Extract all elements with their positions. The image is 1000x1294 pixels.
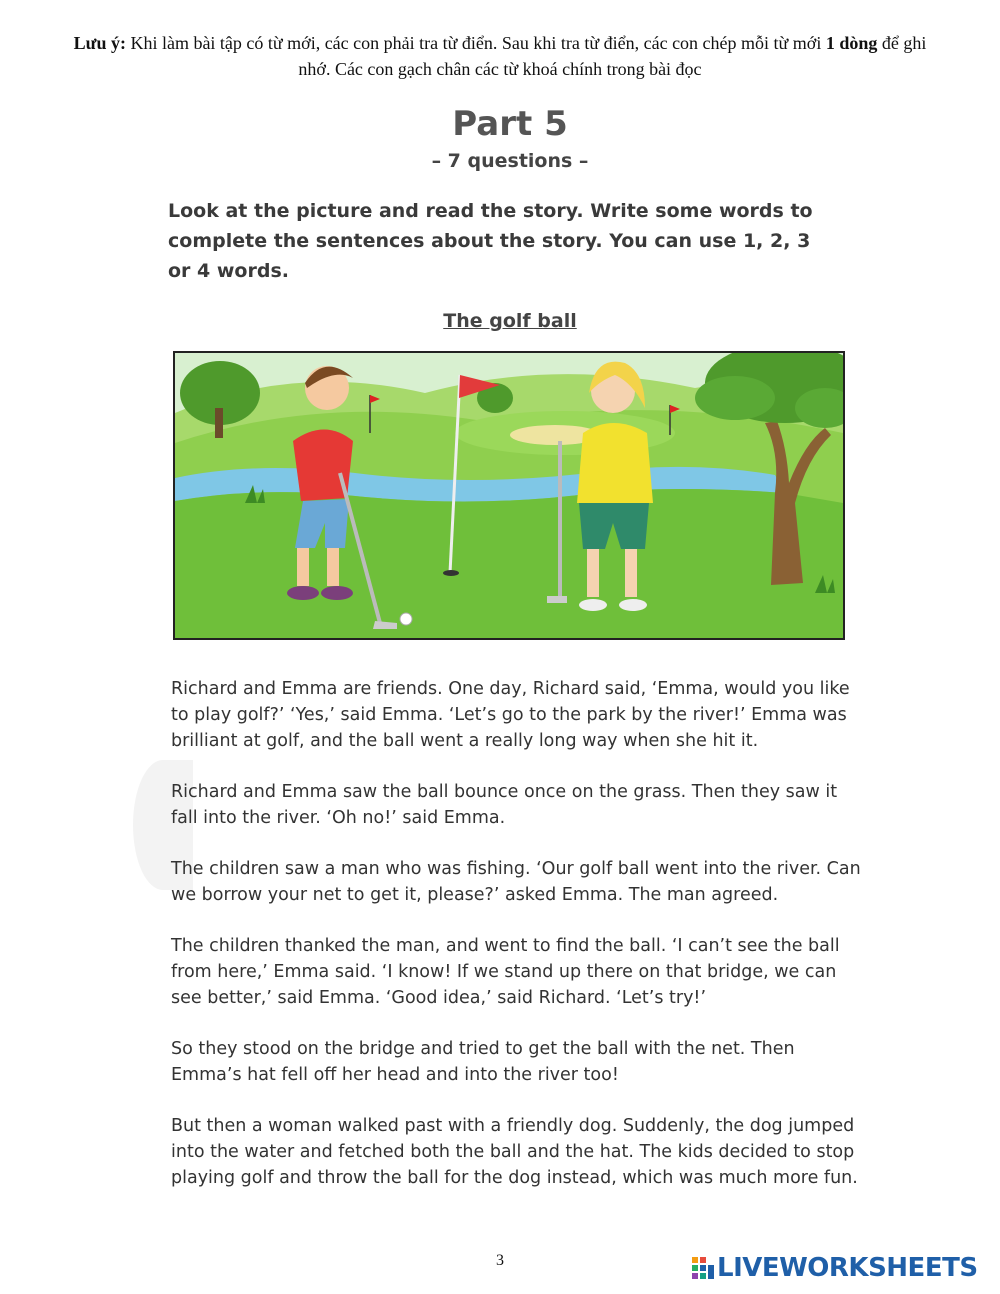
story-paragraph: The children saw a man who was fishing. ‘Our golf ball went into the river. Can we borrow your net to get it, please?’ asked Emma. The man agreed. (171, 859, 861, 905)
story-paragraph: But then a woman walked past with a friendly dog. Suddenly, the dog jumped into the water and fetched both the ball and the hat. The kids decided to stop playing golf and throw the ball for the dog instead, which was much more fun. (171, 1116, 858, 1188)
story-paragraph: So they stood on the bridge and tried to get the ball with the net. Then Emma’s hat fell off her head and into the river too! (171, 1039, 795, 1085)
teacher-note (60, 30, 940, 82)
story-paragraph: The children thanked the man, and went to find the ball. ‘I can’t see the ball from here,’ Emma said. ‘I know! If we stand up there on that bridge, we can see better,’ said Emma. ‘Good idea,’ said Richard. ‘Let’s try!’ (171, 936, 840, 1008)
liveworksheets-brand[interactable] (692, 1252, 978, 1284)
story-paragraph: Richard and Emma saw the ball bounce once on the grass. Then they saw it fall into the river. ‘Oh no!’ said Emma. (171, 782, 838, 828)
part-subtitle: – 7 questions – (431, 150, 589, 172)
liveworksheets-text: LIVEWORKSHEETS (717, 1253, 978, 1283)
story-paragraph: Richard and Emma are friends. One day, Richard said, ‘Emma, would you like to play golf?’ ‘Yes,’ said Emma. ‘Let’s go to the park by the river!’ Emma was brilliant at golf, and the ball went a really long way when she hit it. (171, 679, 850, 751)
page-number: 3 (496, 1252, 504, 1269)
instructions: Look at the picture and read the story. Write some words to complete the sentences about the story. You can use 1, 2, 3 or 4 words. (168, 200, 813, 282)
liveworksheets-logo-icon (692, 1257, 714, 1279)
part-title: Part 5 (452, 104, 568, 144)
note-label: Lưu ý: (73, 33, 126, 53)
note-bold-phrase: 1 dòng (825, 33, 878, 53)
story-text (171, 676, 861, 1216)
story-title: The golf ball (443, 310, 577, 332)
note-text-before: Khi làm bài tập có từ mới, các con phải tra từ điển. Sau khi tra từ điển, các con chép mỗi từ mới (125, 33, 826, 53)
golf-illustration (173, 351, 845, 640)
note-text-after: để ghi nhớ. Các con gạch chân các từ khoá chính trong bài đọc (298, 33, 927, 79)
